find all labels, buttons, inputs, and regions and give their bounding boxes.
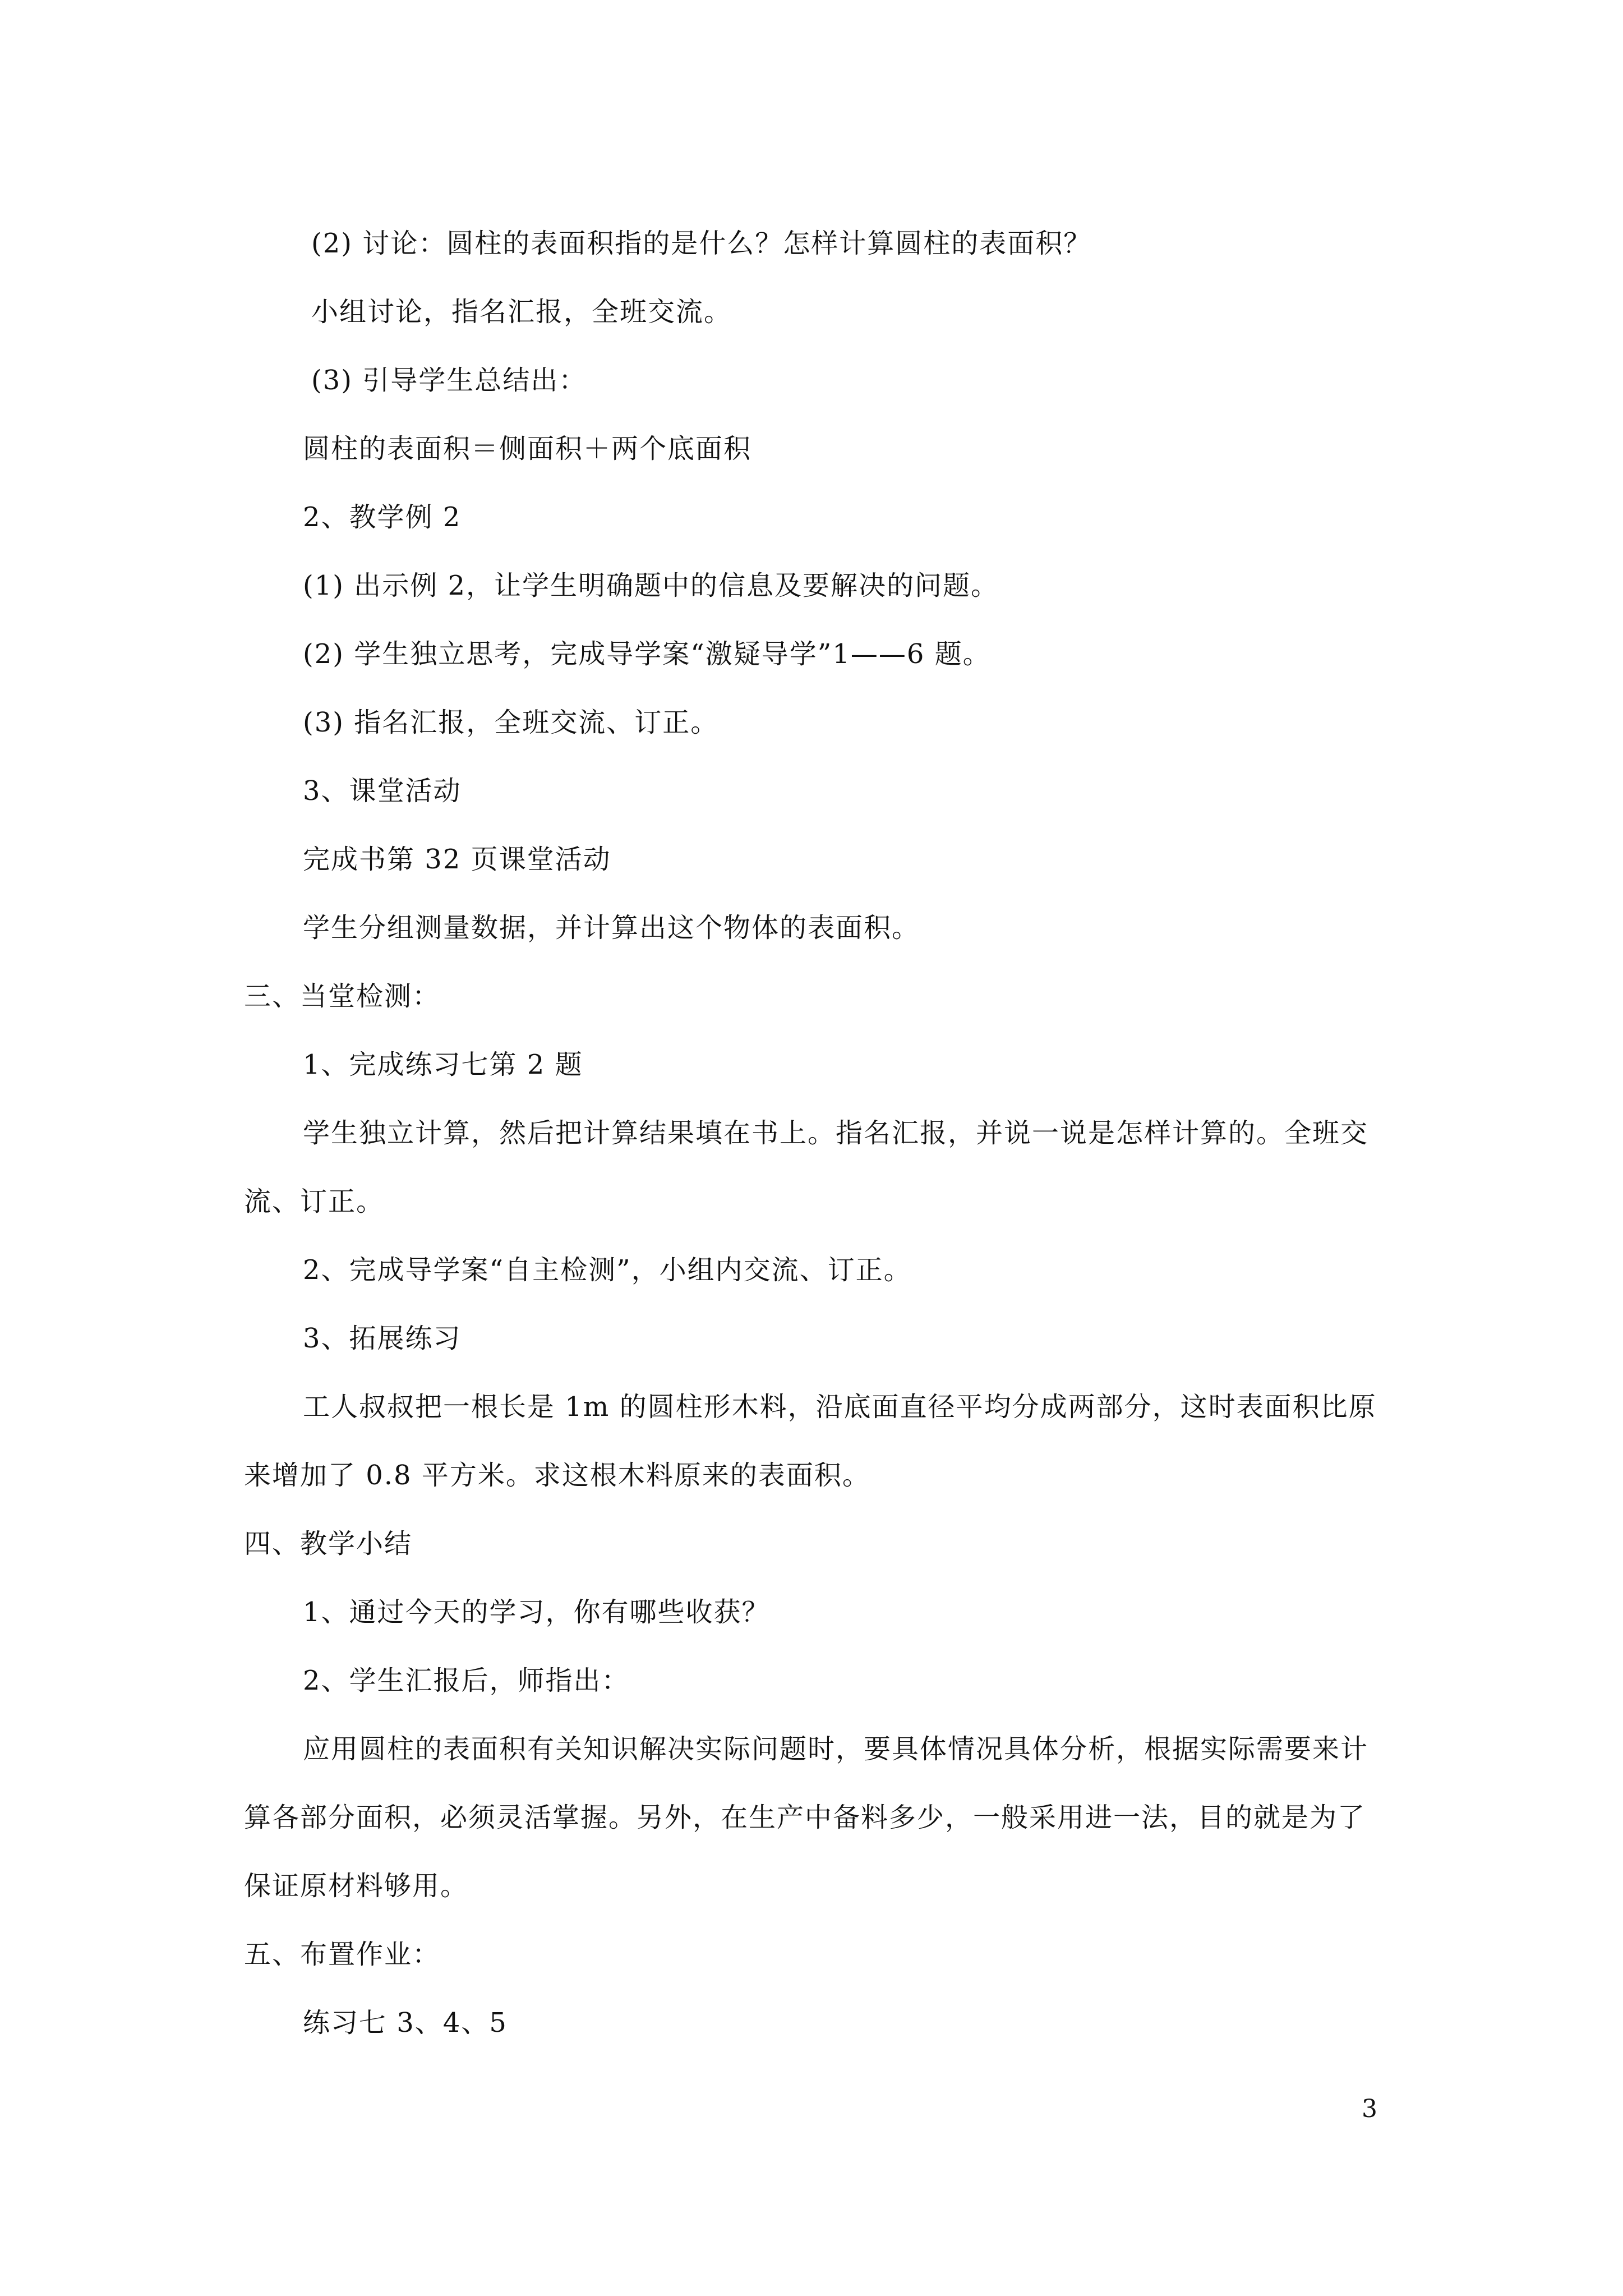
text-line-3: (3) 引导学生总结出： <box>311 365 587 396</box>
text-line-27: 练习七 3、4、5 <box>303 2007 508 2039</box>
text-line-2: 小组讨论，指名汇报，全班交流。 <box>311 296 732 328</box>
text-line-21: 1、通过今天的学习，你有哪些收获？ <box>303 1596 770 1628</box>
text-line-24: 算各部分面积，必须灵活掌握。另外，在生产中备料多少，一般采用进一法，目的就是为了 <box>244 1802 1366 1833</box>
text-line-14: 学生独立计算，然后把计算结果填在书上。指名汇报，并说一说是怎样计算的。全班交 <box>303 1117 1369 1149</box>
text-line-5: 2、教学例 2 <box>303 501 462 533</box>
text-line-17: 3、拓展练习 <box>303 1323 462 1354</box>
text-line-8: (3) 指名汇报，全班交流、订正。 <box>303 707 719 738</box>
section-heading-4: 四、教学小结 <box>244 1528 413 1559</box>
text-line-6: (1) 出示例 2，让学生明确题中的信息及要解决的问题。 <box>303 570 999 601</box>
section-heading-5: 五、布置作业： <box>244 1939 441 1970</box>
text-line-13: 1、完成练习七第 2 题 <box>303 1049 583 1080</box>
text-line-7: (2) 学生独立思考，完成导学案“激疑导学”1——6 题。 <box>303 638 991 670</box>
text-line-9: 3、课堂活动 <box>303 775 462 807</box>
text-line-23: 应用圆柱的表面积有关知识解决实际问题时，要具体情况具体分析，根据实际需要来计 <box>303 1733 1369 1765</box>
text-line-15: 流、订正。 <box>244 1186 385 1217</box>
text-line-19: 来增加了 0.8 平方米。求这根木料原来的表面积。 <box>244 1460 870 1491</box>
section-heading-3: 三、当堂检测： <box>244 981 441 1012</box>
text-line-18: 工人叔叔把一根长是 1m 的圆柱形木料，沿底面直径平均分成两部分，这时表面积比原 <box>303 1391 1377 1423</box>
text-line-10: 完成书第 32 页课堂活动 <box>303 844 611 875</box>
text-line-25: 保证原材料够用。 <box>244 1870 469 1902</box>
text-line-22: 2、学生汇报后，师指出： <box>303 1665 630 1696</box>
text-line-4: 圆柱的表面积＝侧面积＋两个底面积 <box>303 433 752 464</box>
page-number: 3 <box>1362 2095 1377 2123</box>
text-line-1: (2) 讨论：圆柱的表面积指的是什么？怎样计算圆柱的表面积？ <box>311 228 1092 259</box>
text-line-16: 2、完成导学案“自主检测”，小组内交流、订正。 <box>303 1254 912 1286</box>
text-line-11: 学生分组测量数据，并计算出这个物体的表面积。 <box>303 912 920 944</box>
